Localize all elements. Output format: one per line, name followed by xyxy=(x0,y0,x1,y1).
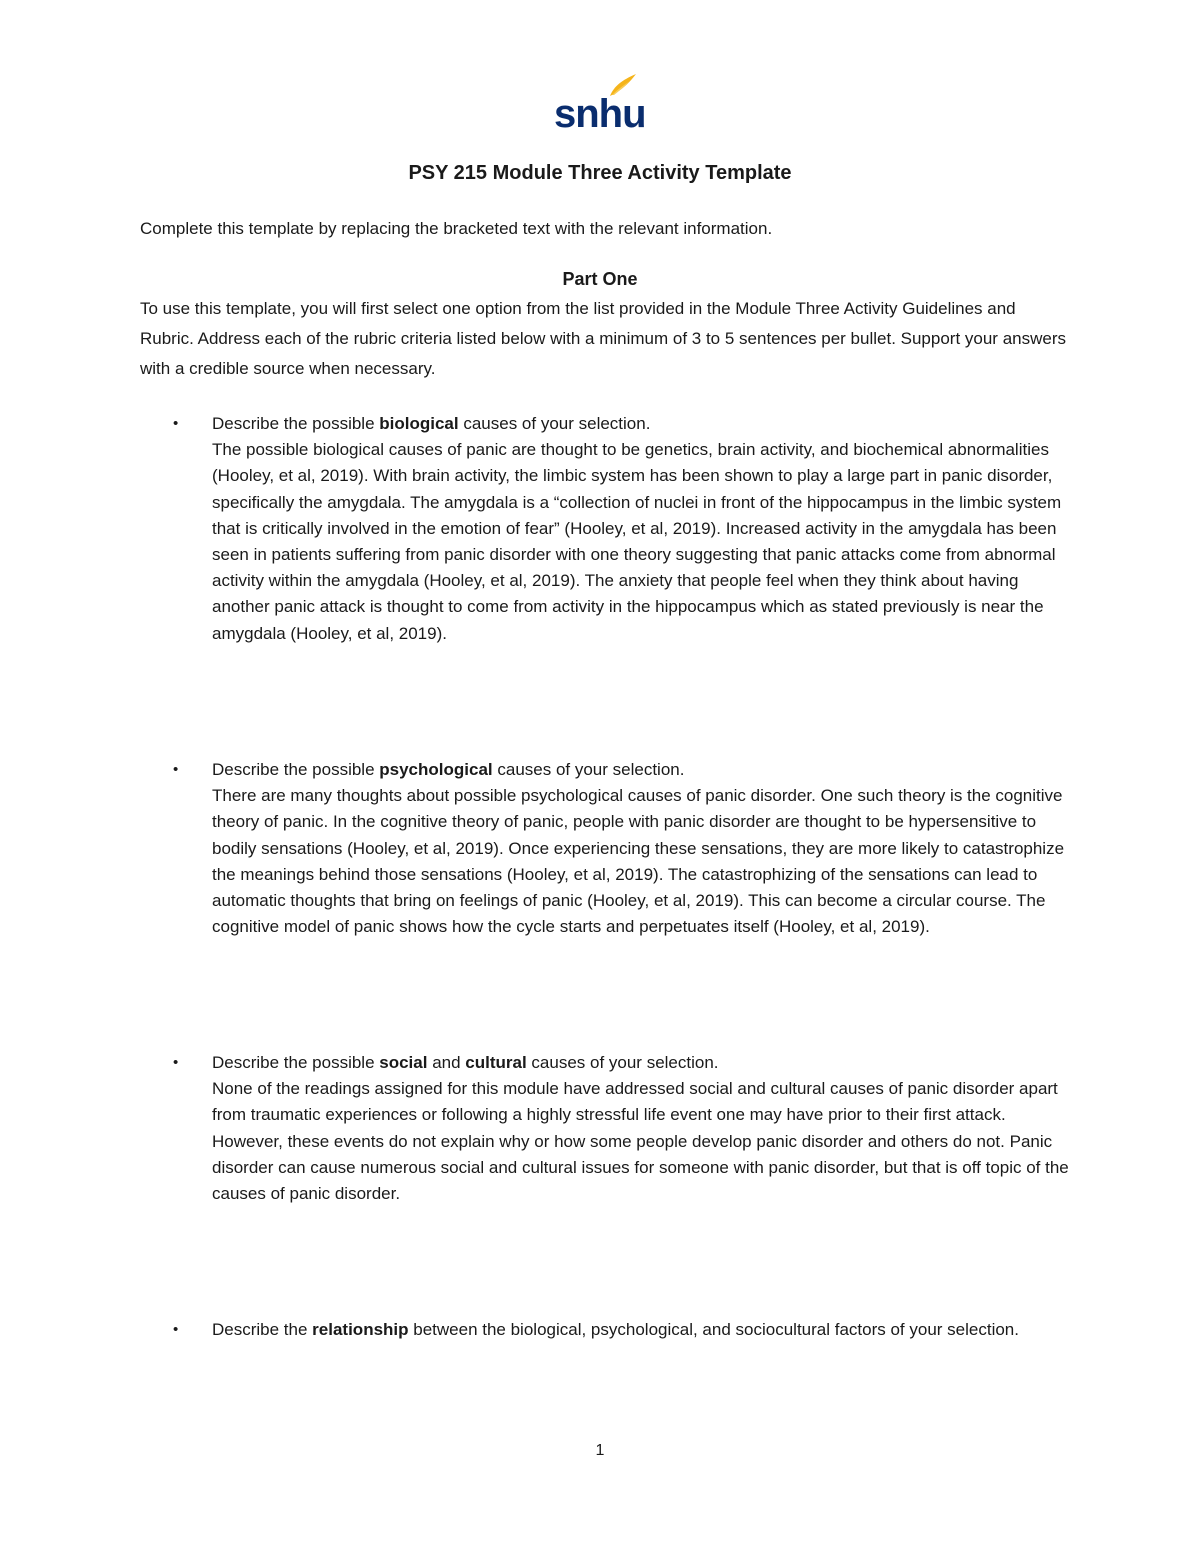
bullet-icon: • xyxy=(173,761,179,778)
flame-leaf-shape xyxy=(610,74,636,96)
list-item-biological xyxy=(140,411,1070,647)
prompt-text: Describe the possible xyxy=(212,1053,380,1072)
prompt-text: causes of your selection. xyxy=(492,760,685,779)
bullet-icon: • xyxy=(173,1054,179,1071)
prompt-text: Describe the possible xyxy=(212,414,380,433)
list-item-body xyxy=(212,1317,1070,1343)
list-item-body xyxy=(212,1050,1070,1207)
rubric-prompt xyxy=(212,757,1070,783)
prompt-keyword: biological xyxy=(379,414,459,433)
prompt-keyword: cultural xyxy=(465,1053,527,1072)
rubric-prompt xyxy=(212,1050,1070,1076)
page-number: 1 xyxy=(595,1442,605,1459)
prompt-keyword: psychological xyxy=(379,760,493,779)
answer-paragraph: There are many thoughts about possible psychological causes of panic disorder. One such theory is the cognitive theory of panic. In the cognitive theory of panic, people with panic disorder are thought to be hypersensitive to bodily sensations (Hooley, et al, 2019). Once experiencing these sensations, they are more likely to catastrophize the meanings behind those sensations (Hooley, et al, 2019). The catastrophizing of the sensations can lead to automatic thoughts that bring on feelings of panic (Hooley, et al, 2019). This can become a circular course. The cognitive model of panic shows how the cycle starts and perpetuates itself (Hooley, et al, 2019). xyxy=(212,786,1065,937)
prompt-text: Describe the xyxy=(212,1320,313,1339)
template-instructions: Complete this template by replacing the bracketed text with the relevant information. xyxy=(140,219,773,238)
prompt-keyword: relationship xyxy=(312,1320,409,1339)
bullet-icon: • xyxy=(173,1321,179,1338)
document-title: PSY 215 Module Three Activity Template xyxy=(408,162,792,184)
bullet-icon: • xyxy=(173,415,179,432)
snhu-logo xyxy=(554,72,646,136)
prompt-text: Describe the possible xyxy=(212,760,380,779)
prompt-text: causes of your selection. xyxy=(458,414,651,433)
prompt-text: and xyxy=(427,1053,466,1072)
list-item-relationship xyxy=(140,1317,1070,1343)
part-one-instructions: To use this template, you will first select one option from the list provided in the Module Three Activity Guidelines and Rubric. Address each of the rubric criteria listed below with a minimum of 3 to 5 sentences per bullet. Support your answers with a credible source when necessary. xyxy=(140,299,1066,378)
prompt-keyword: social xyxy=(379,1053,428,1072)
answer-paragraph: The possible biological causes of panic are thought to be genetics, brain activity, and biochemical abnormalities (Hooley, et al, 2019). With brain activity, the limbic system has been shown to play a large part in panic disorder, specifically the amygdala. The amygdala is a “collection of nuclei in front of the hippocampus in the limbic system that is critically involved in the emotion of fear” (Hooley, et al, 2019). Increased activity in the amygdala has been seen in patients suffering from panic disorder with one theory suggesting that panic attacks come from abnormal activity within the amygdala (Hooley, et al, 2019). The anxiety that people feel when they think about having another panic attack is thought to come from activity in the hippocampus which as stated previously is near the amygdala (Hooley, et al, 2019). xyxy=(212,440,1062,643)
list-item-body xyxy=(212,411,1070,647)
prompt-text: between the biological, psychological, and sociocultural factors of your selection. xyxy=(408,1320,1019,1339)
flame-leaf-icon xyxy=(608,72,638,98)
part-one-heading: Part One xyxy=(562,269,638,289)
list-item-body xyxy=(212,757,1070,940)
prompt-text: causes of your selection. xyxy=(526,1053,719,1072)
logo-text: snhu xyxy=(554,92,646,136)
rubric-prompt xyxy=(212,411,1070,437)
list-item-social-cultural xyxy=(140,1050,1070,1207)
list-item-psychological xyxy=(140,757,1070,940)
rubric-prompt xyxy=(212,1317,1070,1343)
answer-paragraph: None of the readings assigned for this module have addressed social and cultural causes of panic disorder apart from traumatic experiences or following a highly stressful life event one may have prior to their first attack. However, these events do not explain why or how some people develop panic disorder and others do not. Panic disorder can cause numerous social and cultural issues for someone with panic disorder, but that is off topic of the causes of panic disorder. xyxy=(212,1079,1069,1204)
